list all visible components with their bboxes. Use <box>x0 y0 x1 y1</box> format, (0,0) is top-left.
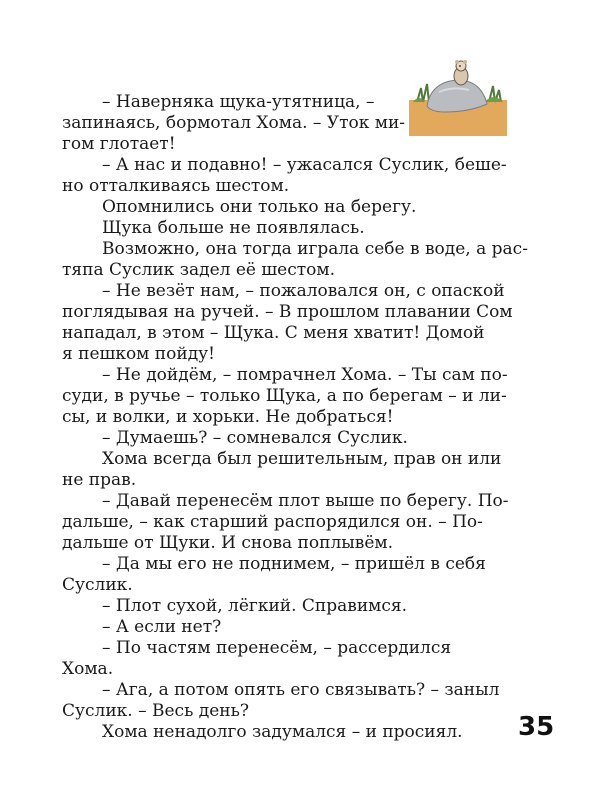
text-line: – Плот сухой, лёгкий. Справимся. <box>102 596 408 616</box>
text-line: Суслик. <box>62 575 133 595</box>
text-line: – Ага, а потом опять его связывать? – заныл <box>102 680 500 700</box>
text-line: – А нас и подавно! – ужасался Суслик, беше- <box>102 155 507 175</box>
text-line: – Наверняка щука-утятница, – <box>102 92 375 112</box>
text-line: Суслик. – Весь день? <box>62 701 249 721</box>
text-line: но отталкиваясь шестом. <box>62 176 290 196</box>
text-line: я пешком пойду! <box>62 344 216 364</box>
text-line: Возможно, она тогда играла себе в воде, а рас- <box>102 239 528 259</box>
text-line: – Не дойдём, – помрачнел Хома. – Ты сам по- <box>102 365 508 385</box>
text-line: Щука больше не появлялась. <box>102 218 365 238</box>
text-line: дальше, – как старший распорядился он. – По- <box>62 512 483 532</box>
text-line: Хома ненадолго задумался – и просиял. <box>102 722 463 742</box>
text-line: запинаясь, бормотал Хома. – Уток ми- <box>62 113 406 133</box>
text-line: – Давай перенесём плот выше по берегу. По- <box>102 491 509 511</box>
text-line: Опомнились они только на берегу. <box>102 197 417 217</box>
page-number: 35 <box>518 712 555 742</box>
text-line: тяпа Суслик задел её шестом. <box>62 260 336 280</box>
text-line: поглядывая на ручей. – В прошлом плавании Сом <box>62 302 513 322</box>
text-line: – Да мы его не поднимем, – пришёл в себя <box>102 554 486 574</box>
text-line: гом глотает! <box>62 134 176 154</box>
text-line: – По частям перенесём, – рассердился <box>102 638 452 658</box>
text-line: нападал, в этом – Щука. С меня хватит! Домой <box>62 323 485 343</box>
text-line: не прав. <box>62 470 137 490</box>
text-line: суди, в ручье – только Щука, а по берегам – и ли- <box>62 386 507 406</box>
text-line: дальше от Щуки. И снова поплывём. <box>62 533 394 553</box>
text-line: сы, и волки, и хорьки. Не добраться! <box>62 407 394 427</box>
text-line: – Думаешь? – сомневался Суслик. <box>102 428 408 448</box>
text-line: Хома всегда был решительным, прав он или <box>102 449 502 469</box>
text-line: – Не везёт нам, – пожаловался он, с опаской <box>102 281 505 301</box>
hamster-on-rock-illustration <box>409 58 507 136</box>
text-line: – А если нет? <box>102 617 222 637</box>
text-line: Хома. <box>62 659 114 679</box>
